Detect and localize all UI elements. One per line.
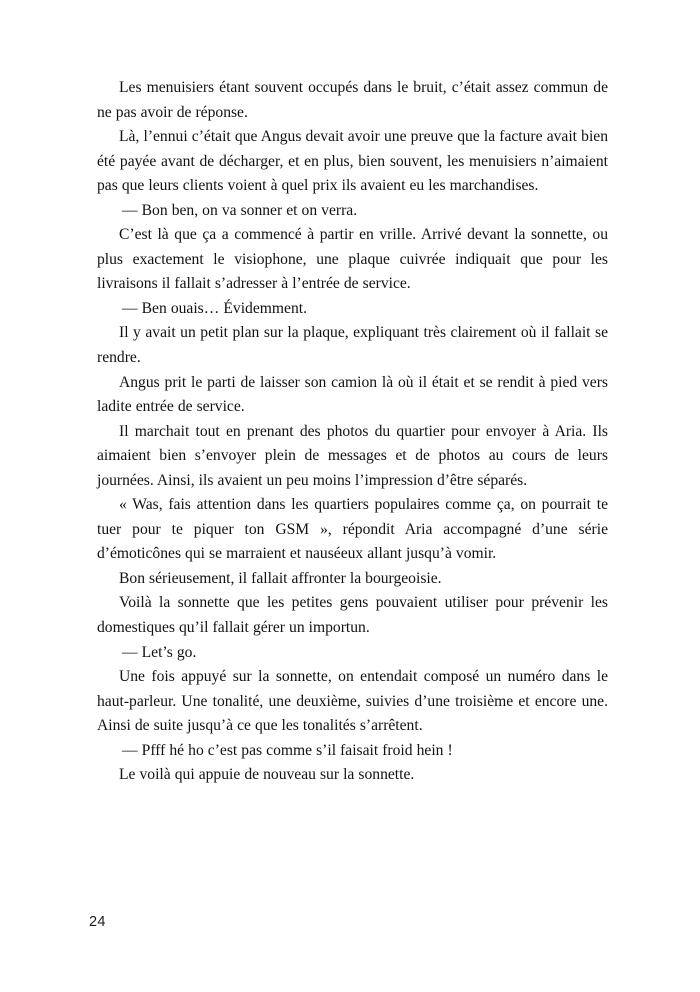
page-number: 24 xyxy=(89,914,106,930)
paragraph: Voilà la sonnette que les petites gens pouvaient utiliser pour prévenir les domestiques qu’il fallait gérer un importun. xyxy=(97,594,608,637)
paragraph: Il y avait un petit plan sur la plaque, expliquant très clairement où il fallait se rendre. xyxy=(97,324,608,367)
dialogue-line: — Ben ouais… Évidemment. xyxy=(122,299,307,317)
dialogue-line: — Pfff hé ho c’est pas comme s’il faisait froid hein ! xyxy=(122,741,453,759)
paragraph: Les menuisiers étant souvent occupés dans le bruit, c’était assez commun de ne pas avoir de réponse. xyxy=(97,79,608,121)
paragraph: Angus prit le parti de laisser son camion là où il était et se rendit à pied vers ladite entrée de service. xyxy=(97,373,608,416)
paragraph: « Was, fais attention dans les quartiers populaires comme ça, on pourrait te tuer pour te piquer ton GSM », répondit Aria accompagné d’une série d’émoticônes qui se marraient et nauséeux allant jusqu’à vomir. xyxy=(97,496,608,563)
dialogue-line: — Bon ben, on va sonner et on verra. xyxy=(122,201,358,219)
paragraph: Une fois appuyé sur la sonnette, on entendait composé un numéro dans le haut-parleur. Une tonalité, une deuxième, suivies d’une troisième et encore une. Ainsi de suite jusqu’à ce que les tonalités s’arrêtent. xyxy=(97,668,608,735)
paragraph: C’est là que ça a commencé à partir en vrille. Arrivé devant la sonnette, ou plus exactement le visiophone, une plaque cuivrée indiquait que pour les livraisons il fallait s’adresser à l’entrée de service. xyxy=(97,226,608,293)
paragraph: Bon sérieusement, il fallait affronter la bourgeoisie. xyxy=(119,569,442,587)
paragraph: Là, l’ennui c’était que Angus devait avoir une preuve que la facture avait bien été payée avant de décharger, et en plus, bien souvent, les menuisiers n’aimaient pas que leurs clients voient à quel prix ils avaient eu les marchandises. xyxy=(97,128,608,195)
paragraph: Il marchait tout en prenant des photos du quartier pour envoyer à Aria. Ils aimaient bien s’envoyer plein de messages et de photos au cours de leurs journées. Ainsi, ils avaient un peu moins l’impression d’être séparés. xyxy=(97,422,608,489)
page-text-block xyxy=(97,76,608,788)
paragraph: Le voilà qui appuie de nouveau sur la sonnette. xyxy=(119,766,415,784)
dialogue-line: — Let’s go. xyxy=(122,643,197,661)
